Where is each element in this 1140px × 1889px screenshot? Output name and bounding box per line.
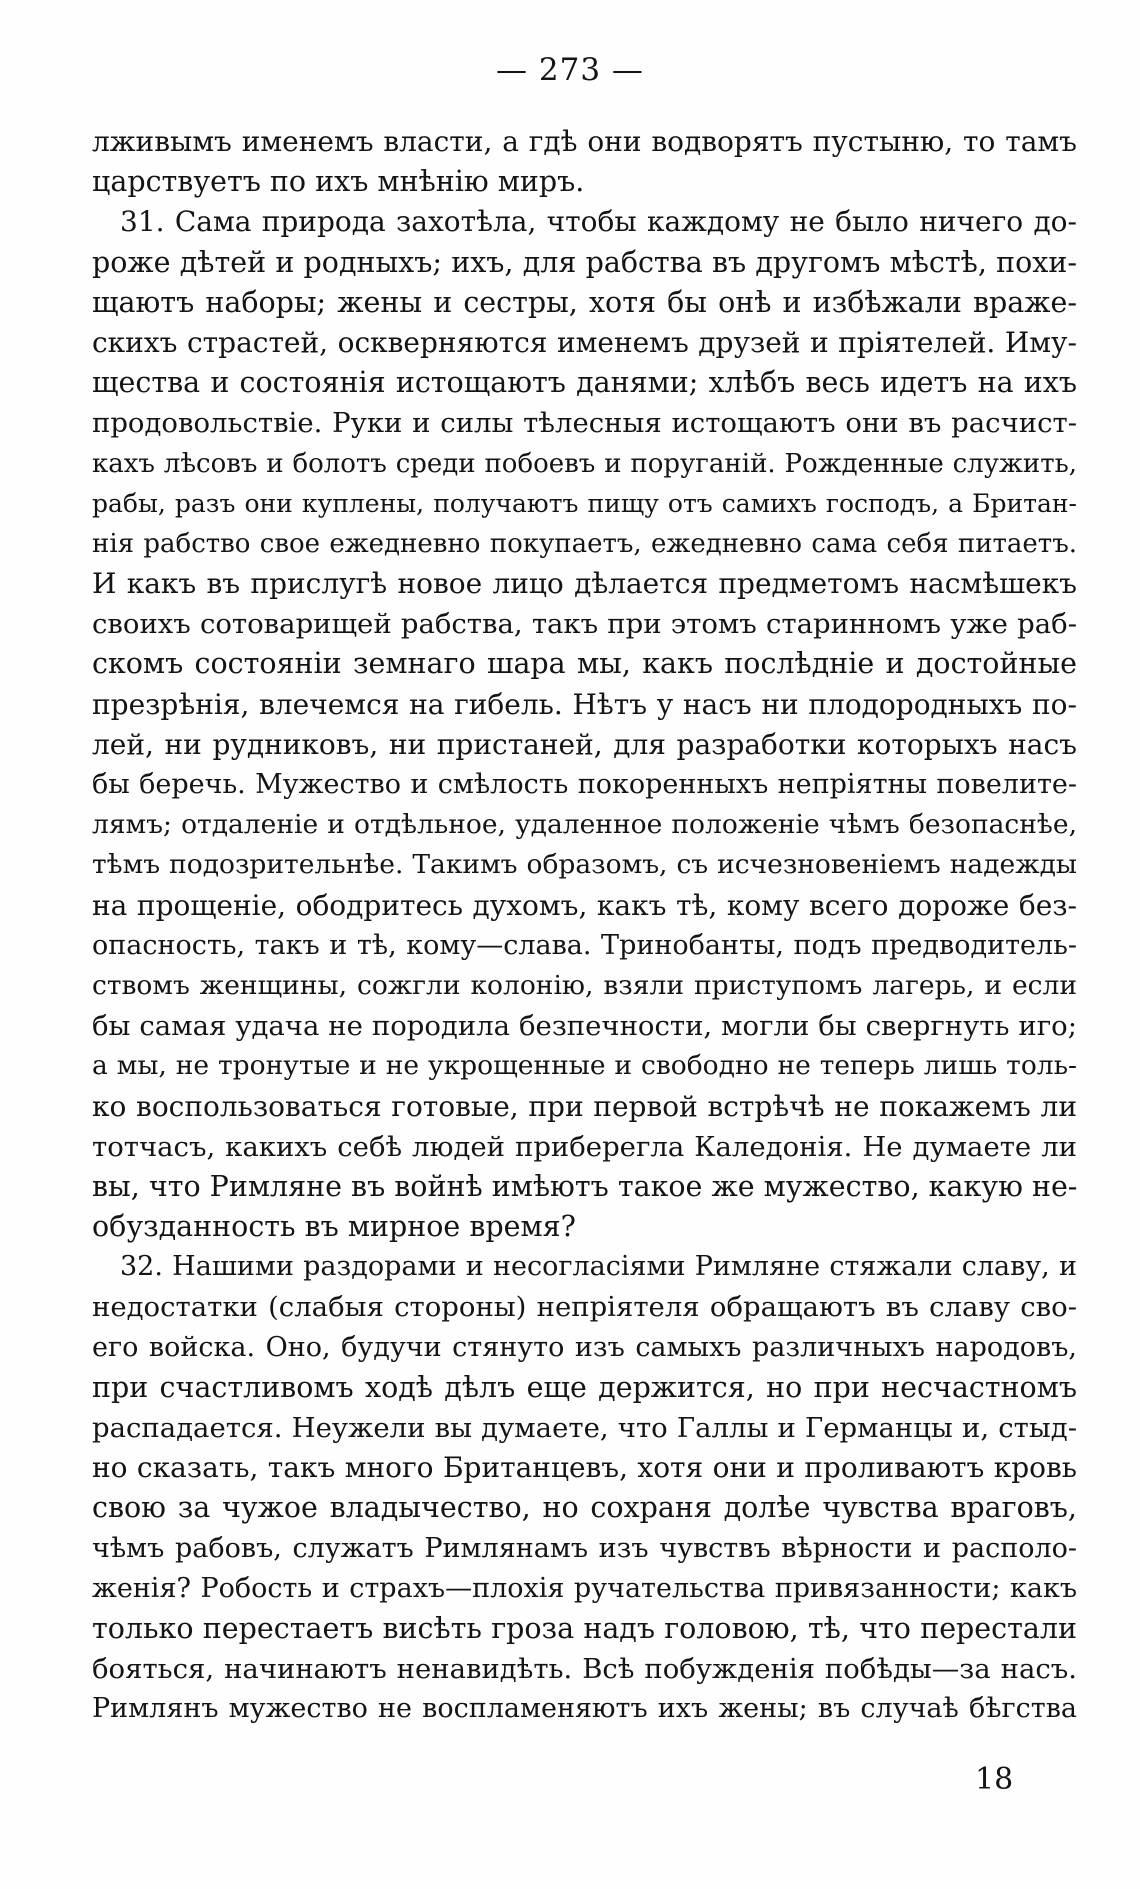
page-number: — 273 —: [496, 52, 644, 88]
text-line: но сказать, такъ много Британцевъ, хотя они и проливаютъ кровь: [92, 1451, 1077, 1485]
text-line: тѣмъ подозрительнѣе. Такимъ образомъ, съ исчезновеніемъ надежды: [92, 849, 1077, 881]
printer-signature: 18: [975, 1762, 1014, 1797]
text-line: лживымъ именемъ власти, а гдѣ они водворятъ пустыню, то тамъ: [92, 125, 1077, 158]
text-line: лей, ни рудниковъ, ни пристаней, для разработки которыхъ насъ: [92, 727, 1077, 761]
text-line: только перестаетъ висѣть гроза надъ головою, тѣ, что перестали: [92, 1611, 1077, 1645]
text-line: на прощеніе, ободритесь духомъ, какъ тѣ, кому всего дороже без-: [92, 888, 1077, 922]
text-line: женія? Робость и страхъ—плохія ручательства привязанности; какъ: [92, 1572, 1077, 1604]
text-line: при счастливомъ ходѣ дѣлъ еще держится, но при несчастномъ: [92, 1370, 1077, 1404]
text-line: тотчасъ, какихъ себѣ людей приберегла Каледонія. Не думаете ли: [92, 1130, 1077, 1163]
text-line: опасность, такъ и тѣ, кому—слава. Тринобанты, подъ предводитель-: [92, 929, 1077, 961]
text-line: чѣмъ рабовъ, служатъ Римлянамъ изъ чувствъ вѣрности и располо-: [92, 1532, 1077, 1564]
text-line: Римлянъ мужество не воспламеняютъ ихъ жены; въ случаѣ бѣгства: [92, 1693, 1077, 1725]
text-line: ко воспользоваться готовые, при первой встрѣчѣ не покажемъ ли: [92, 1089, 1077, 1123]
text-line: ствомъ женщины, сожгли колонію, взяли приступомъ лагерь, и если: [92, 969, 1077, 1001]
text-line: скихъ страстей, оскверняются именемъ друзей и пріятелей. Иму-: [92, 325, 1077, 359]
text-line: бояться, начинаютъ ненавидѣть. Всѣ побужденія побѣды—за насъ.: [92, 1653, 1077, 1686]
text-line: кахъ лѣсовъ и болотъ среди побоевъ и поруганій. Рожденные служить,: [92, 448, 1077, 479]
text-line: свою за чужое владычество, но сохраня долѣе чувства враговъ,: [92, 1491, 1077, 1525]
text-line: щества и состоянія истощаютъ данями; хлѣбъ весь идетъ на ихъ: [92, 366, 1077, 400]
text-line: продовольствіе. Руки и силы тѣлесныя истощаютъ они въ расчист-: [92, 407, 1077, 440]
text-line: 32. Нашими раздорами и несогласіями Римляне стяжали славу, и: [120, 1251, 1077, 1283]
text-line: обузданность въ мирное время?: [92, 1210, 576, 1244]
text-line: своихъ сотоварищей рабства, такъ при этомъ старинномъ уже раб-: [92, 608, 1077, 641]
text-line: бы беречь. Мужество и смѣлость покоренныхъ непріятны повелите-: [92, 769, 1077, 800]
text-line: презрѣнія, влечемся на гибель. Нѣтъ у насъ ни плодородныхъ по-: [92, 687, 1077, 721]
text-line: вы, что Римляне въ войнѣ имѣютъ такое же мужество, какую не-: [92, 1169, 1077, 1203]
text-line: его войска. Оно, будучи стянуто изъ самыхъ различныхъ народовъ,: [92, 1331, 1077, 1363]
text-line: 31. Сама природа захотѣла, чтобы каждому не было ничего до-: [120, 205, 1077, 239]
text-line: И какъ въ прислугѣ новое лицо дѣлается предметомъ насмѣшекъ: [92, 567, 1077, 601]
text-line: недостатки (слабыя стороны) непріятеля обращаютъ въ славу сво-: [92, 1291, 1077, 1324]
text-line: щаютъ наборы; жены и сестры, хотя бы онѣ и избѣжали враже-: [92, 285, 1077, 319]
text-line: нія рабство свое ежедневно покупаетъ, ежедневно сама себя питаетъ.: [92, 528, 1077, 559]
body-text: [92, 122, 1077, 1730]
text-line: лямъ; отдаленіе и отдѣльное, удаленное положеніе чѣмъ безопаснѣе,: [92, 809, 1077, 841]
text-line: бы самая удача не породила безпечности, могли бы свергнуть иго;: [92, 1010, 1077, 1043]
text-line: распадается. Неужели вы думаете, что Галлы и Германцы и, стыд-: [92, 1412, 1077, 1444]
text-line: а мы, не тронутые и не укрощенные и свободно не теперь лишь толь-: [92, 1050, 1077, 1082]
text-line: царствуетъ по ихъ мнѣнію миръ.: [92, 165, 585, 199]
text-line: роже дѣтей и родныхъ; ихъ, для рабства въ другомъ мѣстѣ, похи-: [92, 245, 1077, 279]
text-line: скомъ состояніи земнаго шара мы, какъ послѣдніе и достойные: [92, 647, 1077, 681]
text-line: рабы, разъ они куплены, получаютъ пищу отъ самихъ господъ, а Британ-: [92, 488, 1077, 518]
